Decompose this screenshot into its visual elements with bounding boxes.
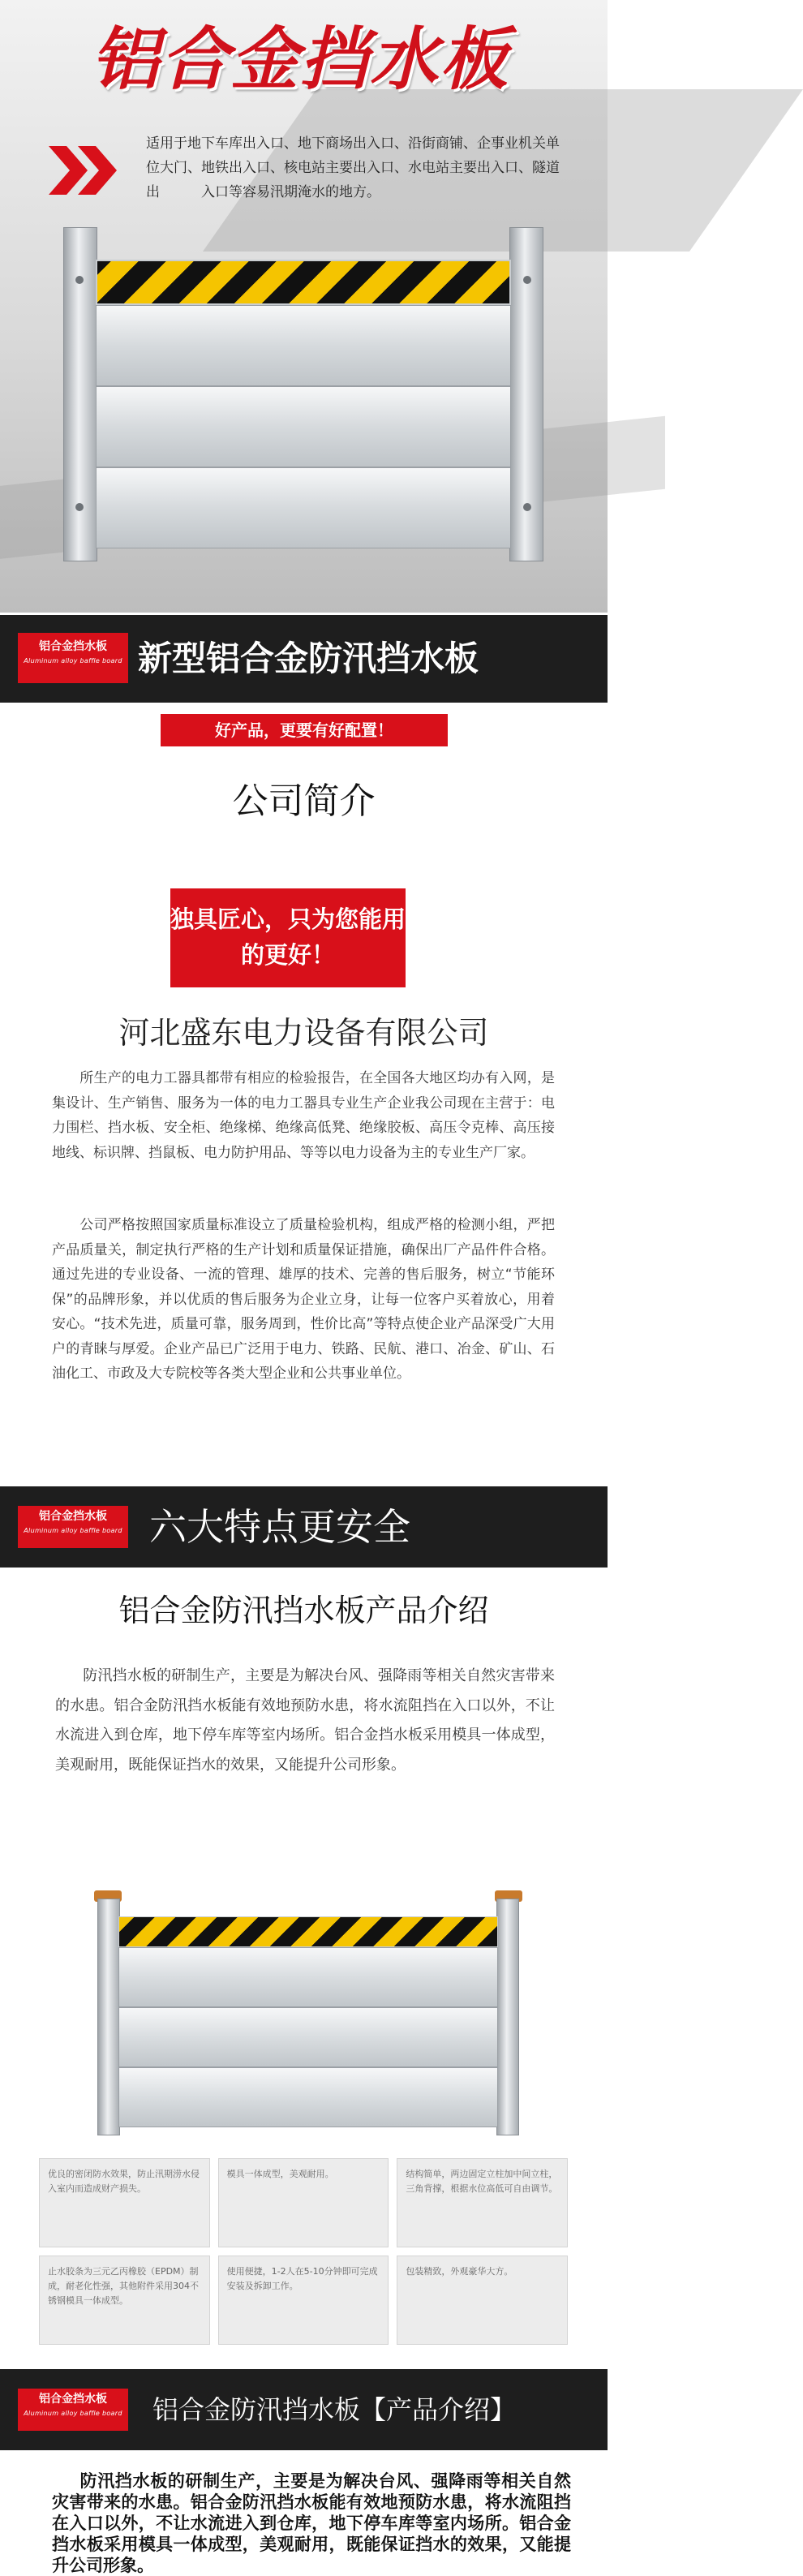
badge-subtitle: Aluminum alloy baffle board bbox=[24, 1527, 122, 1534]
badge-subtitle: Aluminum alloy baffle board bbox=[24, 2410, 122, 2417]
features-grid bbox=[39, 2158, 568, 2345]
bolt bbox=[75, 276, 84, 284]
feature-card: 包装精致，外观豪华大方。 bbox=[397, 2256, 568, 2345]
badge-label: 铝合金挡水板 bbox=[39, 1510, 107, 1523]
hero-description: 适用于地下车库出入口、地下商场出入口、沿街商铺、企事业机关单位大门、地铁出入口、核电站主要出入口、水电站主要出入口、隧道出 入口等容易汛期淹水的地方。 bbox=[146, 135, 560, 200]
company-heading: 公司简介 bbox=[232, 781, 376, 822]
barrier-panel bbox=[96, 305, 511, 386]
feature-card: 止水胶条为三元乙丙橡胶（EPDM）制成，耐老化性强，其他附件采用304不锈钢模具一体成型。 bbox=[39, 2256, 210, 2345]
barrier-post bbox=[496, 1899, 519, 2135]
paragraph-text: 所生产的电力工器具都带有相应的检验报告，在全国各大地区均办有入网，是集设计、生产销售、服务为一体的电力工器具专业生产企业我公司现在主营于：电力围栏、挡水板、安全柜、绝缘梯、绝缘高低凳、绝缘胶板、高压令克棒、高压接地线、标识牌、挡鼠板、电力防护用品、等等以电力设备为主的专业生产厂家。 bbox=[52, 1070, 555, 1161]
feature-card: 结构简单，两边固定立柱加中间立柱，三角背撑，根据水位高低可自由调节。 bbox=[397, 2158, 568, 2247]
intro-paragraph-2 bbox=[52, 2471, 571, 2576]
company-name: 河北盛东电力设备有限公司 bbox=[118, 1015, 489, 1051]
banner-title: 六大特点更安全 bbox=[149, 1505, 410, 1549]
bolt bbox=[523, 276, 531, 284]
feature-card: 使用便捷，1-2人在5-10分钟即可完成安装及拆卸工作。 bbox=[218, 2256, 389, 2345]
flood-barrier-image bbox=[63, 227, 543, 560]
section-banner bbox=[0, 1486, 608, 1568]
barrier-panel bbox=[118, 2007, 498, 2067]
badge-subtitle: Aluminum alloy baffle board bbox=[24, 657, 122, 664]
barrier-panel bbox=[118, 1947, 498, 2007]
barrier-panel bbox=[96, 467, 511, 548]
bolt bbox=[523, 503, 531, 511]
paragraph-text: 公司严格按照国家质量标准设立了质量检验机构，组成严格的检测小组，严把产品质量关，制定执行严格的生产计划和质量保证措施，确保出厂产品件件合格。通过先进的专业设备、一流的管理、雄厚的技术、完善的售后服务，树立“节能环保”的品牌形象，并以优质的售后服务为企业立身，让每一位客户买着放心，用着安心。“技术先进，质量可靠，服务周到，性价比高”等特点使企业产品深受广大用户的青睐与厚爱。企业产品已广泛用于电力、铁路、民航、港口、冶金、矿山、石油化工、市政及大专院校等各类大型企业和公共事业单位。 bbox=[52, 1217, 555, 1382]
slogan-tag: 好产品，更要有好配置！ bbox=[161, 714, 448, 746]
section-banner bbox=[0, 2369, 608, 2450]
badge-label: 铝合金挡水板 bbox=[39, 640, 107, 653]
company-paragraph bbox=[52, 1213, 555, 1387]
badge-label: 铝合金挡水板 bbox=[39, 2393, 107, 2406]
flood-barrier-image bbox=[97, 1899, 519, 2134]
hero-title: 铝合金挡水板 bbox=[90, 19, 509, 99]
brand-badge bbox=[18, 1506, 128, 1548]
warning-stripe bbox=[96, 260, 511, 305]
feature-card: 模具一体成型，美观耐用。 bbox=[218, 2158, 389, 2247]
barrier-panel bbox=[96, 386, 511, 467]
company-paragraph bbox=[52, 1066, 555, 1165]
intro-paragraph bbox=[55, 1662, 555, 1780]
barrier-post bbox=[97, 1899, 120, 2135]
paragraph-text: 防汛挡水板的研制生产，主要是为解决台风、强降雨等相关自然灾害带来的水患。铝合金防汛挡水板能有效地预防水患，将水流阻挡在入口以外，不让水流进入到仓库，地下停车库等室内场所。铝合金挡水板采用模具一体成型，美观耐用，既能保证挡水的效果，又能提升公司形象。 bbox=[52, 2471, 571, 2575]
double-chevron-icon bbox=[49, 146, 122, 195]
hero-section bbox=[0, 0, 608, 613]
banner-title: 新型铝合金防汛挡水板 bbox=[138, 639, 479, 678]
brand-badge bbox=[18, 2389, 128, 2431]
banner-title: 铝合金防汛挡水板【产品介绍】 bbox=[152, 2394, 517, 2425]
bolt bbox=[75, 503, 84, 511]
brand-badge bbox=[18, 633, 128, 683]
barrier-panel bbox=[118, 2067, 498, 2127]
feature-card: 优良的密闭防水效果，防止汛期涝水侵入室内而造成财产损失。 bbox=[39, 2158, 210, 2247]
company-tagline: 独具匠心，只为您能用的更好！ bbox=[170, 888, 406, 987]
intro-heading: 铝合金防汛挡水板产品介绍 bbox=[118, 1593, 489, 1628]
section-banner bbox=[0, 615, 608, 703]
paragraph-text: 防汛挡水板的研制生产，主要是为解决台风、强降雨等相关自然灾害带来的水患。铝合金防汛挡水板能有效地预防水患，将水流阻挡在入口以外，不让水流进入到仓库，地下停车库等室内场所。铝合金挡水板采用模具一体成型，美观耐用，既能保证挡水的效果，又能提升公司形象。 bbox=[55, 1667, 555, 1774]
warning-stripe bbox=[118, 1916, 498, 1947]
